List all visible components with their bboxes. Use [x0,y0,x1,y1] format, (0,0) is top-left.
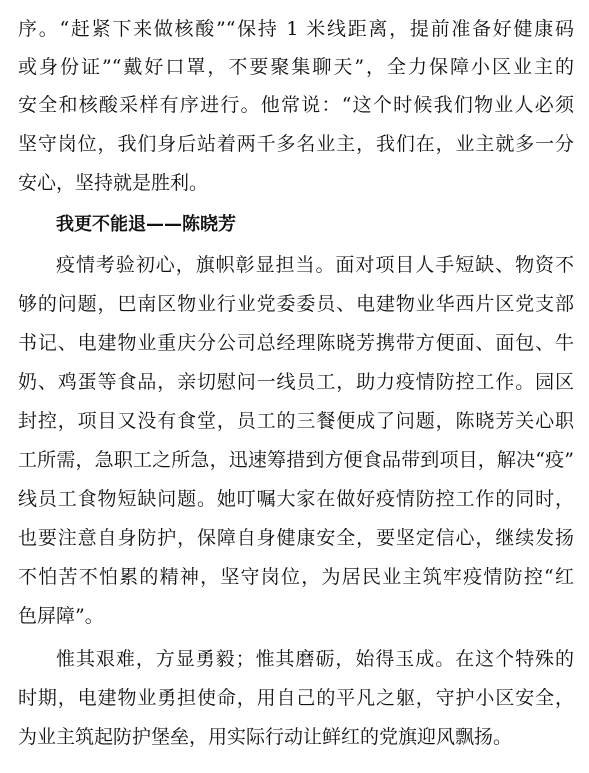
paragraph-line: 时期，电建物业勇担使命，用自己的平凡之躯，守护小区安全， [18,687,574,709]
paragraph-line: 工所需，急职工之所急，迅速筹措到方便食品带到项目，解决“疫” [18,449,574,471]
paragraph-line: 疫情考验初心，旗帜彰显担当。面对项目人手短缺、物资不 [56,254,574,276]
paragraph-line: 为业主筑起防护堡垒，用实际行动让鲜红的党旗迎风飘扬。 [18,726,513,748]
section-heading: 我更不能退——陈晓芳 [56,214,236,235]
paragraph-line: 不怕苦不怕累的精神，坚守岗位，为居民业主筑牢疫情防控“红 [18,566,574,588]
paragraph-line: 够的问题，巴南区物业行业党委委员、电建物业华西片区党支部 [18,293,574,315]
paragraph-line: 或身份证”“戴好口罩，不要聚集聊天”，全力保障小区业主的 [18,56,574,78]
paragraph-line: 书记、电建物业重庆分公司总经理陈晓芳携带方便面、面包、牛 [18,332,574,354]
paragraph-line: 也要注意自身防护，保障自身健康安全，要坚定信心，继续发扬 [18,527,574,549]
paragraph-line: 惟其艰难，方显勇毅；惟其磨砺，始得玉成。在这个特殊的 [56,648,574,670]
paragraph-line: 坚守岗位，我们身后站着两千多名业主，我们在，业主就多一分 [18,133,574,155]
paragraph-line: 奶、鸡蛋等食品，亲切慰问一线员工，助力疫情防控工作。园区 [18,371,574,393]
paragraph-line: 安心，坚持就是胜利。 [18,172,209,194]
paragraph-line: 封控，项目又没有食堂，员工的三餐便成了问题，陈晓芳关心职 [18,410,574,432]
paragraph-line: 安全和核酸采样有序进行。他常说：“这个时候我们物业人必须 [18,94,574,116]
paragraph-line: 线员工食物短缺问题。她叮嘱大家在做好疫情防控工作的同时， [18,488,574,510]
paragraph-line: 色屏障”。 [18,605,104,627]
paragraph-line: 序。“赶紧下来做核酸”“保持 1 米线距离，提前准备好健康码 [18,18,574,40]
